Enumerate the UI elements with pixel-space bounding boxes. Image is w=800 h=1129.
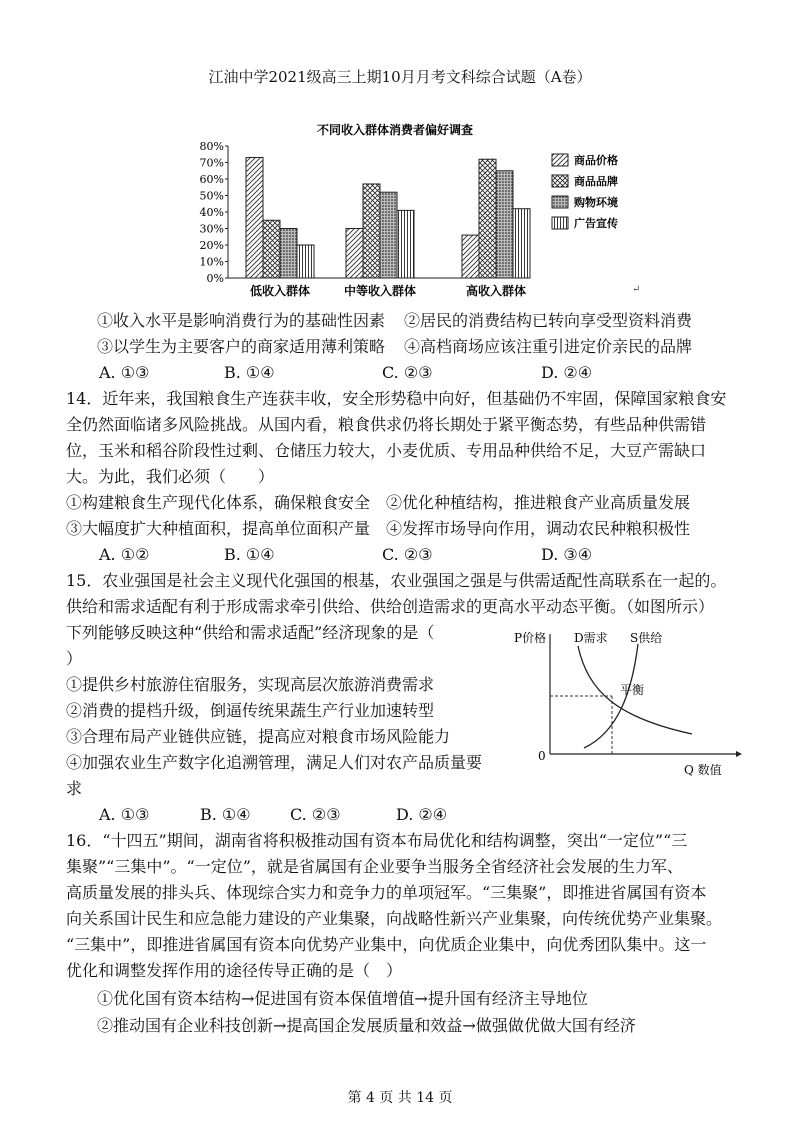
- legend-label: 商品品牌: [574, 175, 618, 188]
- q16-text-line-2: 集聚”“三集中”。“一定位”，就是省属国有企业要争当服务全省经济社会发展的生力军、: [66, 857, 683, 876]
- bars: [246, 158, 530, 278]
- q14-option-a[interactable]: A. ①②: [99, 545, 150, 564]
- q15-statement-4: ④加强农业生产数字化追溯管理，满足人们对农产品质量要: [66, 753, 483, 772]
- legend-label: 购物环境: [574, 196, 618, 209]
- q16-text-line-4: 向关系国计民生和应急能力建设的产业集聚，向战略性新兴产业集聚，向传统优势产业集聚。: [66, 909, 723, 928]
- q15-statement-2: ②消费的提档升级，倒逼传统果蔬生产行业加速转型: [66, 701, 435, 720]
- q13-statement-1: ①收入水平是影响消费行为的基础性因素: [97, 311, 386, 330]
- supply-demand-graph: [508, 622, 744, 780]
- q16-text-line-3: 高质量发展的排头兵、体现综合实力和竞争力的单项冠军。“三集聚”，即推进省属国有资本: [66, 883, 707, 902]
- y-tick-label: 80%: [199, 140, 224, 153]
- price-axis-label: P价格: [514, 631, 547, 645]
- bar-1-3: [397, 210, 414, 278]
- bar-1-1: [363, 184, 380, 278]
- x-category-label: 中等收入群体: [343, 284, 417, 298]
- demand-label: D需求: [574, 631, 608, 645]
- x-category-label: 高收入群体: [465, 284, 527, 298]
- chart-title: 不同收入群体消费者偏好调查: [316, 123, 474, 137]
- x-category-label: 低收入群体: [249, 284, 311, 298]
- q15-text-line-4: ）: [66, 649, 83, 668]
- q13-option-a[interactable]: A. ①③: [99, 363, 150, 382]
- q14-text-line-3: 位，玉米和稻谷阶段性过剩、仓储压力较大，小麦优质、专用品种供给不足，大豆产需缺口: [66, 441, 707, 460]
- bar-2-1: [479, 159, 496, 278]
- q16-text-line-6: 优化和调整发挥作用的途径传导正确的是（ ）: [66, 961, 403, 980]
- bar-1-0: [346, 229, 363, 279]
- q15-text-line-3: 下列能够反映这种“供给和需求适配”经济现象的是（: [66, 623, 435, 642]
- consumer-preference-bar-chart: [190, 118, 630, 304]
- q15-text-line-2: 供给和需求适配有利于形成需求牵引供给、供给创造需求的更高水平动态平衡。（如图所示）: [66, 597, 715, 616]
- q16-text-line-1: 16．“十四五”期间，湖南省将积极推动国有资本布局优化和结构调整，突出“一定位”“三: [66, 831, 688, 850]
- bar-0-1: [263, 220, 280, 278]
- q13-statement-4: ④高档商场应该注重引进定价亲民的品牌: [404, 337, 693, 356]
- q14-option-d[interactable]: D. ③④: [541, 545, 593, 564]
- q14-text-line-4: 大。为此，我们必须（ ）: [66, 467, 275, 486]
- y-tick-label: 60%: [199, 173, 224, 186]
- q15-option-a[interactable]: A. ①③: [99, 805, 150, 824]
- q15-option-d[interactable]: D. ②④: [396, 805, 448, 824]
- chart-legend: [552, 153, 618, 230]
- bar-0-3: [297, 245, 314, 278]
- q14-option-b[interactable]: B. ①④: [224, 545, 275, 564]
- legend-swatch: [552, 175, 568, 187]
- page-header-title: 江油中学2021级高三上期10月月考文科综合试题（A卷）: [208, 68, 592, 86]
- legend-label: 商品价格: [574, 154, 618, 167]
- q16-text-line-5: “三集中”，即推进省属国有资本向优势产业集中，向优质企业集中，向优秀团队集中。这一: [66, 935, 707, 954]
- q16-statement-2: ②推动国有企业科技创新→提高国企发展质量和效益→做强做优做大国有经济: [97, 1016, 636, 1035]
- bar-1-2: [380, 192, 397, 278]
- q13-option-d[interactable]: D. ②④: [541, 363, 593, 382]
- q15-option-b[interactable]: B. ①④: [200, 805, 251, 824]
- quantity-axis-arrow: [736, 751, 742, 757]
- q16-statement-1: ①优化国有资本结构→促进国有资本保值增值→提升国有经济主导地位: [97, 989, 588, 1008]
- bar-2-3: [513, 209, 530, 278]
- q14-statement-4: ④发挥市场导向作用，调动农民种粮积极性: [386, 519, 691, 538]
- y-tick-label: 30%: [199, 222, 224, 236]
- q14-text-line-1: 14．近年来，我国粮食生产连获丰收，安全形势稳中向好，但基础仍不牢固，保障国家粮食安: [66, 389, 727, 408]
- q15-text-line-1: 15．农业强国是社会主义现代化强国的根基，农业强国之强是与供需适配性高联系在一起的。: [66, 571, 727, 590]
- q15-option-c[interactable]: C. ②③: [290, 805, 341, 824]
- q13-statement-2: ②居民的消费结构已转向享受型资料消费: [404, 311, 693, 330]
- y-tick-label: 0%: [206, 272, 224, 285]
- y-tick-label: 70%: [199, 156, 224, 170]
- y-axis-ticks: [200, 140, 228, 285]
- origin-label: 0: [538, 749, 546, 763]
- page-footer-number: 第 4 页 共 14 页: [347, 1090, 453, 1106]
- q14-statement-3: ③大幅度扩大种植面积，提高单位面积产量: [66, 519, 371, 538]
- q15-statement-3: ③合理布局产业链供应链，提高应对粮食市场风险能力: [66, 727, 451, 746]
- q13-option-c[interactable]: C. ②③: [382, 363, 433, 382]
- legend-swatch: [552, 154, 568, 166]
- q15-statement-1: ①提供乡村旅游住宿服务，实现高层次旅游消费需求: [66, 675, 435, 694]
- y-tick-label: 10%: [199, 255, 224, 269]
- supply-label: S供给: [630, 631, 663, 645]
- q14-statement-1: ①构建粮食生产现代化体系，确保粮食安全: [66, 493, 371, 512]
- quantity-axis-label: Q 数值: [684, 763, 722, 777]
- y-tick-label: 20%: [199, 239, 224, 252]
- bar-2-2: [496, 171, 513, 278]
- bar-0-2: [280, 229, 297, 279]
- y-tick-label: 40%: [199, 206, 224, 219]
- y-tick-label: 50%: [199, 189, 224, 203]
- paragraph-mark: ↵: [632, 284, 641, 295]
- q15-statement-4-cont: 求: [66, 779, 83, 798]
- bar-2-0: [462, 235, 479, 278]
- equilibrium-label: 平衡: [620, 683, 645, 697]
- q13-statement-3: ③以学生为主要客户的商家适用薄利策略: [97, 337, 386, 356]
- legend-swatch: [552, 196, 568, 208]
- q14-option-c[interactable]: C. ②③: [382, 545, 433, 564]
- legend-swatch: [552, 217, 568, 229]
- q14-text-line-2: 全仍然面临诸多风险挑战。从国内看，粮食供求仍将长期处于紧平衡态势，有些品种供需错: [66, 415, 707, 434]
- x-axis-categories: [250, 283, 526, 298]
- bar-0-0: [246, 158, 263, 278]
- legend-label: 广告宣传: [574, 217, 618, 230]
- q14-statement-2: ②优化种植结构，推进粮食产业高质量发展: [386, 493, 691, 512]
- q13-option-b[interactable]: B. ①④: [224, 363, 275, 382]
